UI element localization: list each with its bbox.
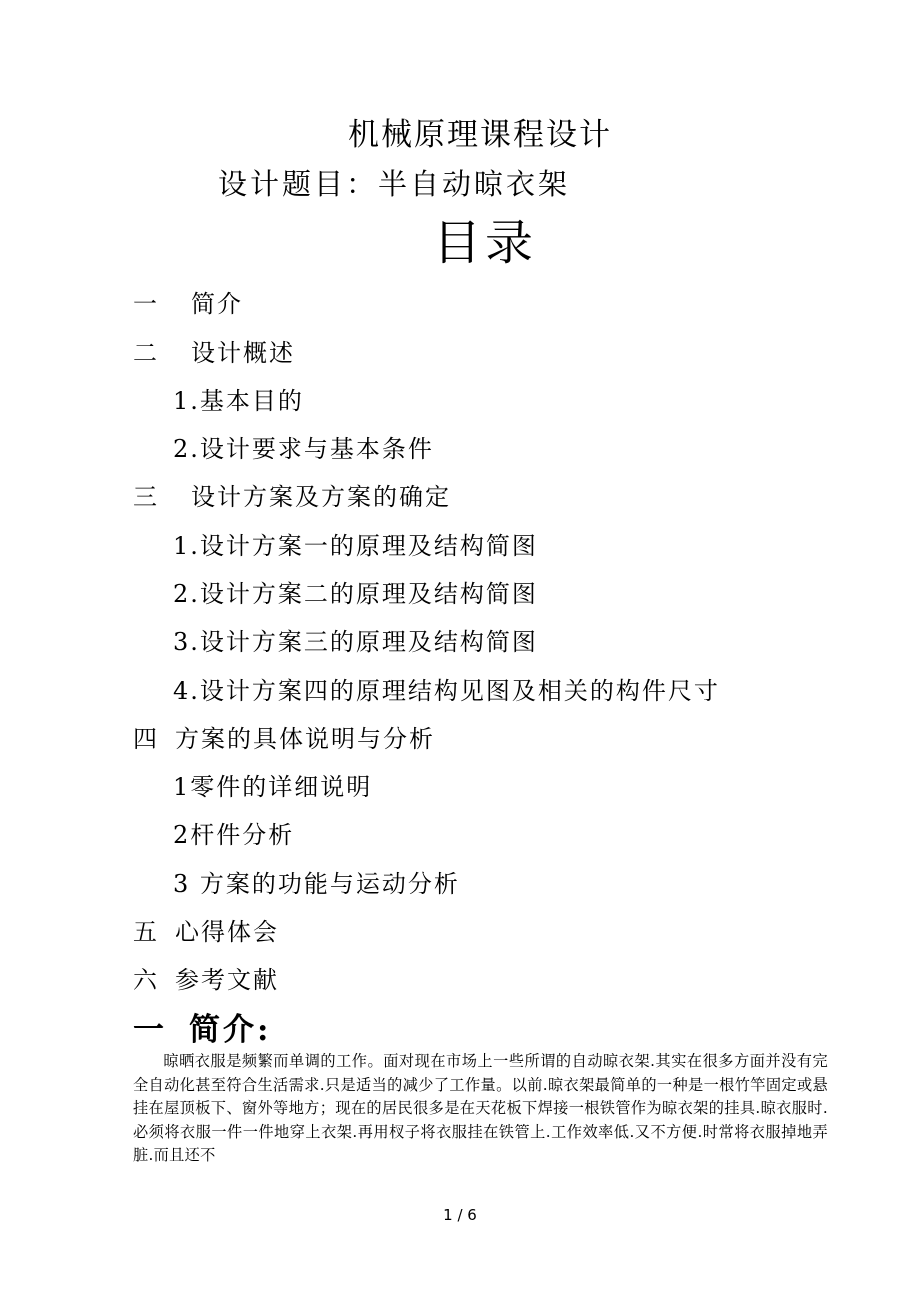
- toc-item-label: 3 方案的功能与运动分析: [173, 870, 460, 898]
- toc-item-label: 心得体会: [175, 918, 279, 946]
- document-title: 机械原理课程设计: [348, 117, 612, 153]
- toc-subitem-parts: [173, 770, 372, 804]
- toc-item-label: 1.基本目的: [173, 387, 304, 415]
- toc-item-label: 2.设计方案二的原理及结构简图: [173, 580, 538, 608]
- toc-item-label: 3.设计方案三的原理及结构简图: [173, 628, 538, 656]
- toc-subitem-plan-two: [173, 577, 538, 611]
- toc-item-label: 参考文献: [175, 966, 279, 994]
- toc-item-number: 二: [133, 339, 159, 367]
- toc-subitem-motion: [173, 867, 460, 901]
- section-heading-intro: [133, 1008, 271, 1052]
- toc-subitem-requirements: [173, 432, 434, 466]
- toc-item-number: 四: [133, 725, 159, 753]
- toc-item-label: 设计概述: [191, 339, 295, 367]
- toc-item-design-plans: [133, 480, 451, 514]
- page-indicator: 1 / 6: [443, 1206, 477, 1224]
- toc-item-label: 1零件的详细说明: [173, 773, 373, 801]
- section-number: 一: [133, 1012, 167, 1048]
- toc-item-label: 简介: [191, 290, 243, 318]
- toc-item-number: 三: [133, 483, 159, 511]
- toc-item-label: 2杆件分析: [173, 821, 295, 849]
- toc-subitem-basic-goal: [173, 384, 304, 418]
- toc-subitem-plan-four: [173, 674, 720, 708]
- design-subject: 设计题目：半自动晾衣架: [218, 167, 571, 201]
- toc-item-references: [133, 963, 279, 997]
- toc-item-label: 方案的具体说明与分析: [175, 725, 435, 753]
- toc-item-label: 1.设计方案一的原理及结构简图: [173, 532, 538, 560]
- toc-item-label: 4.设计方案四的原理结构见图及相关的构件尺寸: [173, 677, 720, 705]
- toc-heading: 目录: [432, 215, 537, 271]
- toc-item-overview: [133, 336, 295, 370]
- toc-item-number: 六: [133, 966, 159, 994]
- intro-paragraph: 晾晒衣服是频繁而单调的工作。面对现在市场上一些所谓的自动晾衣架.其实在很多方面并没有完全自动化甚至符合生活需求.只是适当的减少了工作量。以前.晾衣架最简单的一种是一根竹竿固定或悬挂在屋顶板下、窗外等地方；现在的居民很多是在天花板下焊接一根铁管作为晾衣架的挂具.晾衣服时.必须将衣服一件一件地穿上衣架.再用杈子将衣服挂在铁管上.工作效率低.又不方便.时常将衣服掉地弄脏.而且还不: [133, 1052, 828, 1165]
- toc-subitem-plan-three: [173, 625, 538, 659]
- toc-item-reflections: [133, 915, 279, 949]
- toc-item-intro: [133, 287, 243, 321]
- section-title: 简介:: [189, 1012, 272, 1048]
- toc-item-number: 一: [133, 290, 159, 318]
- toc-subitem-plan-one: [173, 529, 538, 563]
- toc-subitem-rods: [173, 818, 294, 852]
- toc-item-number: 五: [133, 918, 159, 946]
- toc-item-label: 设计方案及方案的确定: [191, 483, 451, 511]
- toc-item-label: 2.设计要求与基本条件: [173, 435, 434, 463]
- toc-item-analysis: [133, 722, 435, 756]
